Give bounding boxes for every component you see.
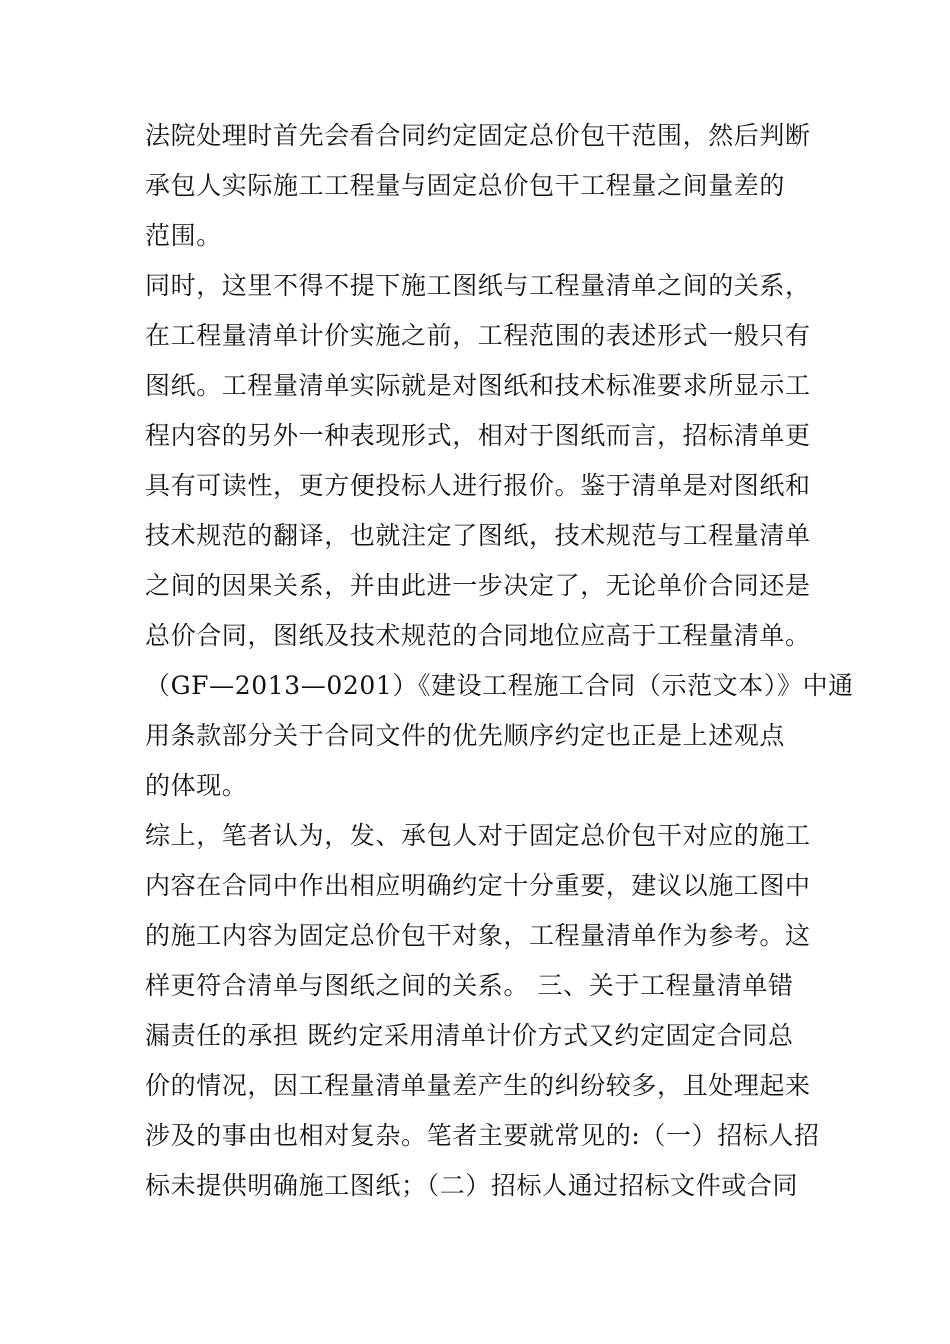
text-line: 的施工内容为固定总价包干对象，工程量清单作为参考。这 [145, 921, 811, 950]
text-line: 标未提供明确施工图纸；（二）招标人通过招标文件或合同 [145, 1171, 799, 1200]
text-line: 涉及的事由也相对复杂。笔者主要就常见的:（一）招标人招 [145, 1121, 820, 1150]
text-line: 之间的因果关系，并由此进一步决定了，无论单价合同还是 [145, 571, 811, 600]
text-line: 程内容的另外一种表现形式，相对于图纸而言，招标清单更 [145, 421, 811, 450]
text-line: 在工程量清单计价实施之前，工程范围的表述形式一般只有 [145, 321, 811, 350]
text-line: 用条款部分关于合同文件的优先顺序约定也正是上述观点 [145, 721, 786, 750]
text-line: 总价合同，图纸及技术规范的合同地位应高于工程量清单。 [145, 621, 811, 650]
text-line: （GF—2013—0201）《建设工程施工合同（示范文本）》中通 [145, 671, 854, 700]
text-line: 具有可读性，更方便投标人进行报价。鉴于清单是对图纸和 [145, 471, 811, 500]
text-line: 价的情况，因工程量清单量差产生的纠纷较多，且处理起来 [145, 1071, 811, 1100]
text-line: 样更符合清单与图纸之间的关系。 三、关于工程量清单错 [145, 971, 794, 1000]
text-line: 内容在合同中作出相应明确约定十分重要，建议以施工图中 [145, 871, 811, 900]
text-line: 范围。 [145, 221, 222, 250]
text-line: 图纸。工程量清单实际就是对图纸和技术标准要求所显示工 [145, 371, 811, 400]
text-line: 技术规范的翻译，也就注定了图纸，技术规范与工程量清单 [145, 521, 811, 550]
text-line: 承包人实际施工工程量与固定总价包干工程量之间量差的 [145, 171, 786, 200]
text-line: 综上，笔者认为，发、承包人对于固定总价包干对应的施工 [145, 821, 811, 850]
text-line: 漏责任的承担 既约定采用清单计价方式又约定固定合同总 [145, 1021, 794, 1050]
text-line: 法院处理时首先会看合同约定固定总价包干范围，然后判断 [145, 121, 811, 150]
text-line: 同时，这里不得不提下施工图纸与工程量清单之间的关系， [145, 271, 811, 300]
text-line: 的体现。 [145, 771, 248, 800]
document-body [145, 111, 854, 1211]
